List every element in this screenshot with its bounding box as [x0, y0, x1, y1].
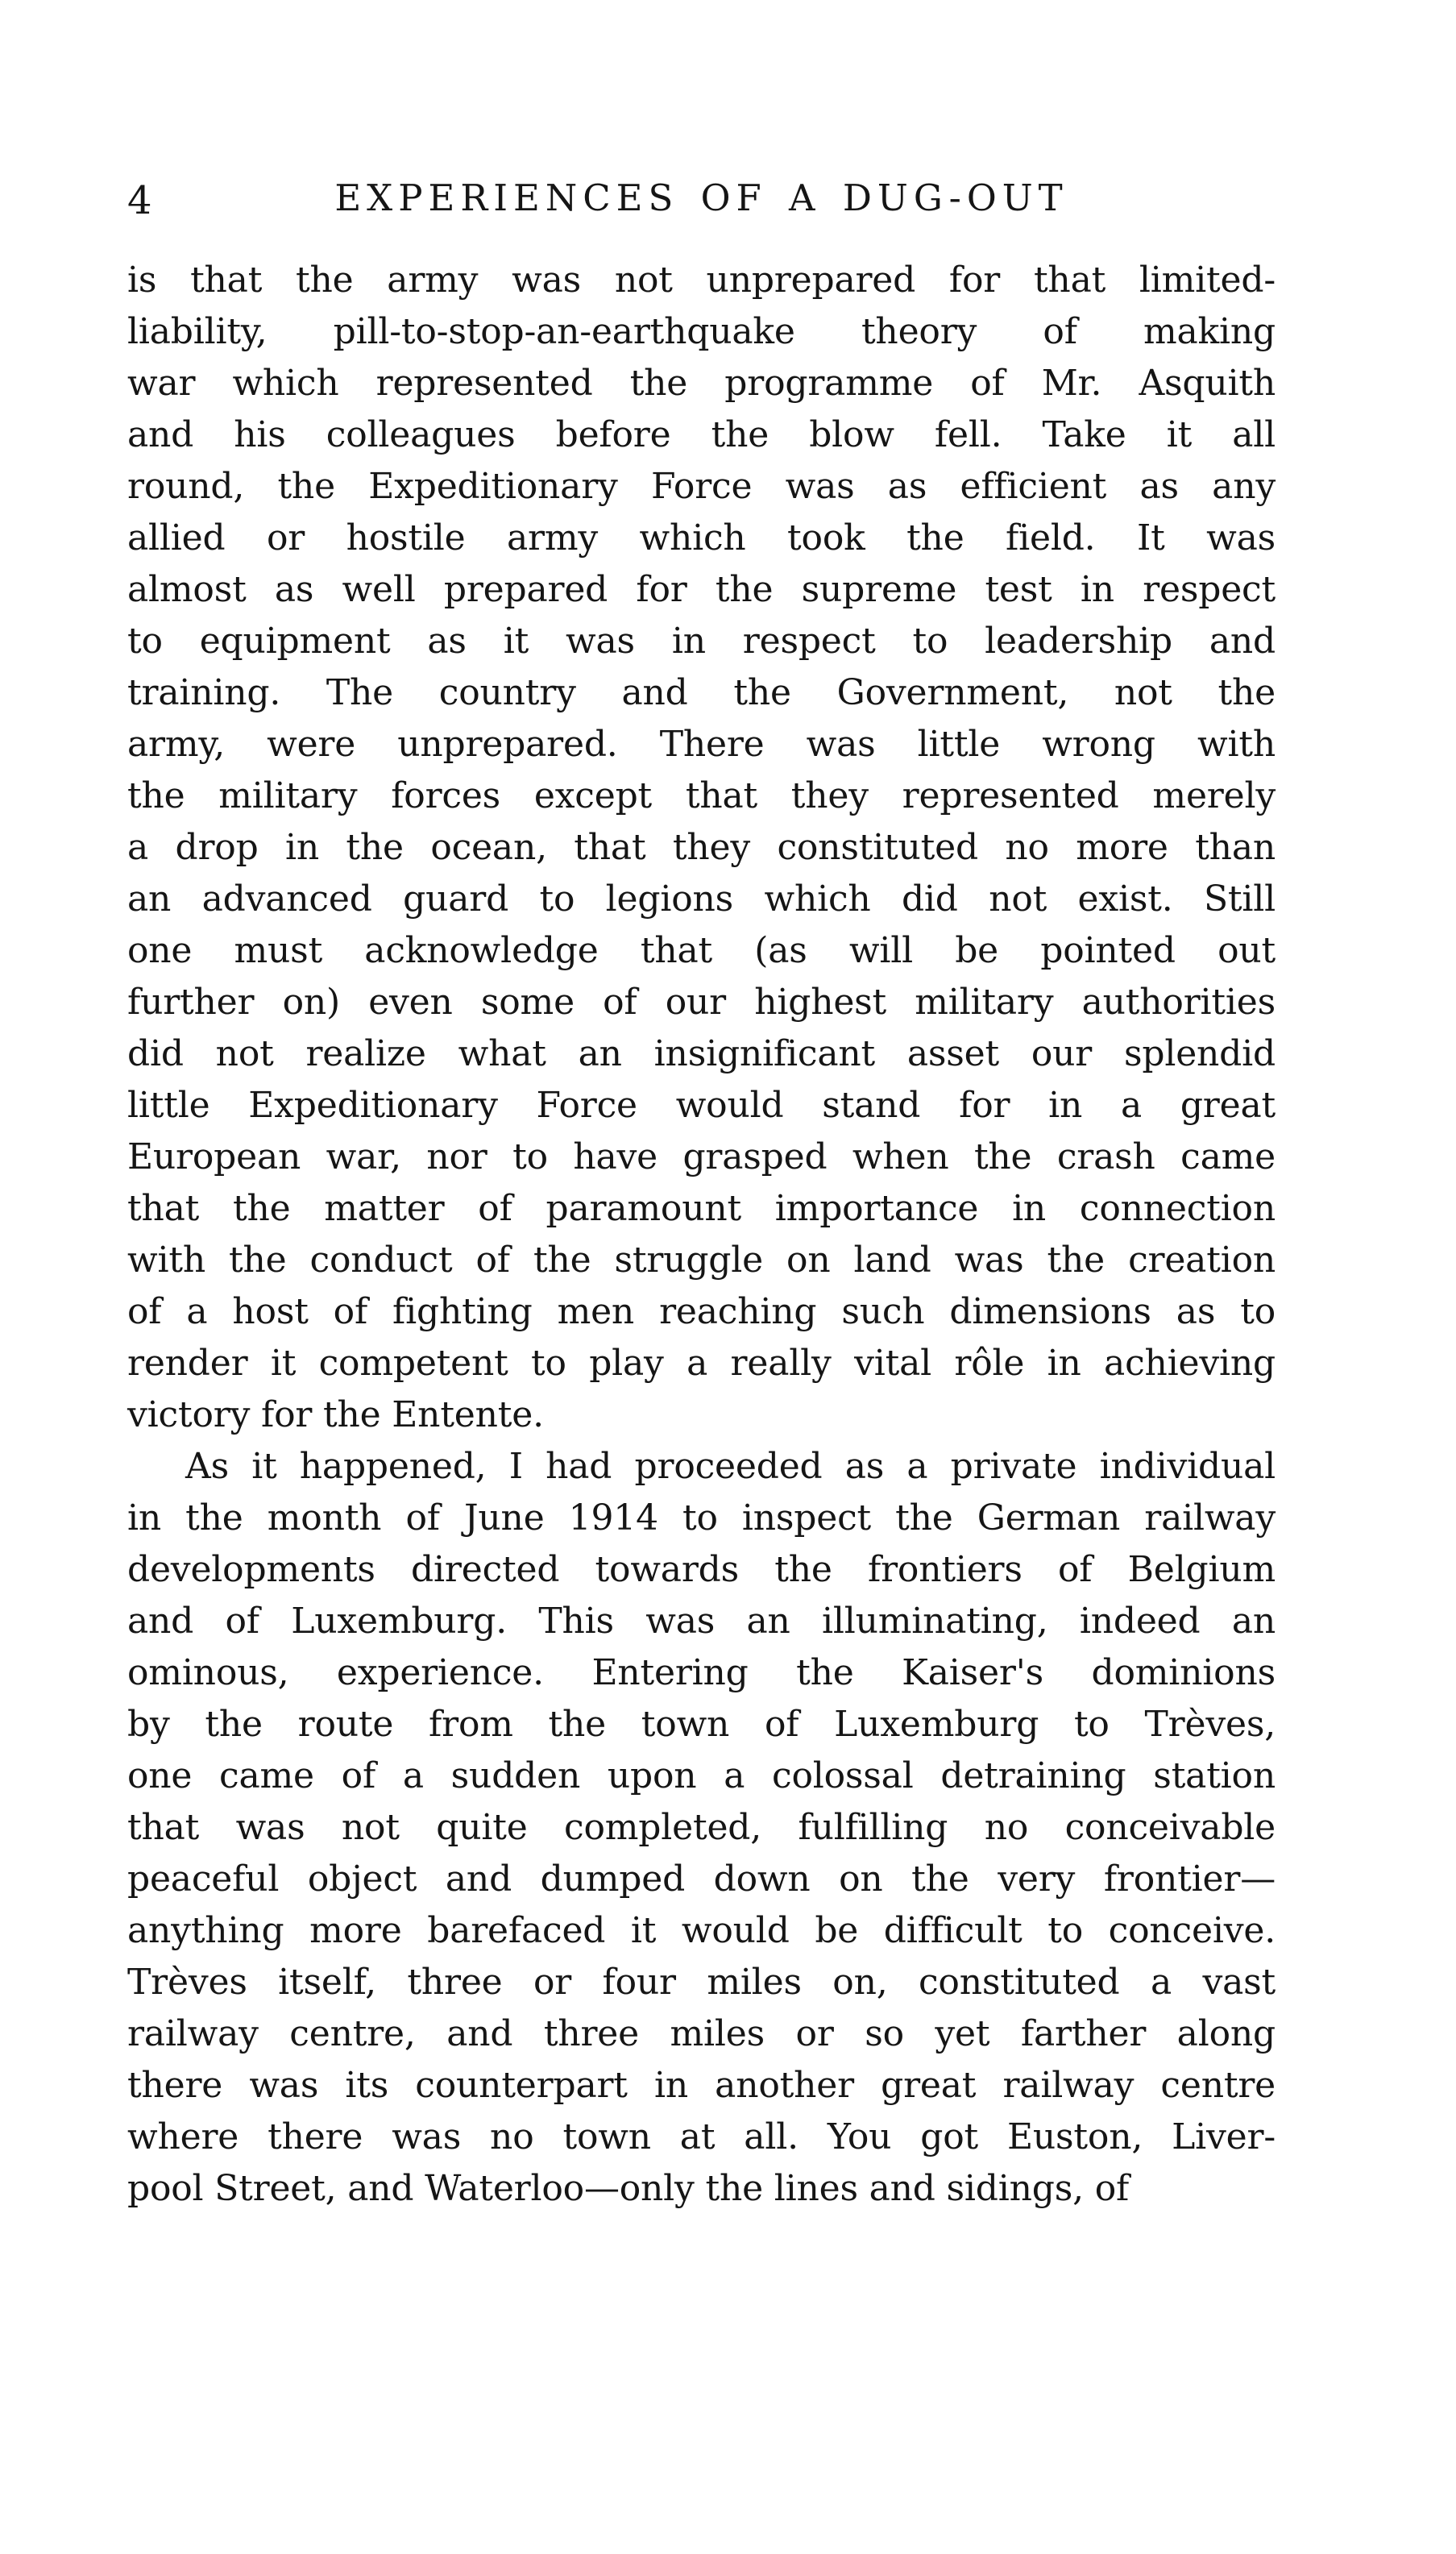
page-number: 4 [127, 178, 152, 223]
text-line: a drop in the ocean, that they constituted no more than [127, 827, 1276, 868]
text-line: that was not quite completed, fulfilling no conceivable [127, 1807, 1276, 1848]
text-line: almost as well prepared for the supreme test in respect [127, 569, 1276, 610]
text-line: little Expeditionary Force would stand for in a great [127, 1085, 1276, 1126]
text-line: pool Street, and Waterloo—only the lines and sidings, of [127, 2168, 1130, 2209]
text-line: render it competent to play a really vital rôle in achieving [127, 1343, 1276, 1384]
text-line: with the conduct of the struggle on land was the creation [127, 1240, 1276, 1281]
text-line: railway centre, and three miles or so yet farther along [127, 2013, 1276, 2054]
text-line: round, the Expeditionary Force was as efficient as any [127, 466, 1276, 507]
text-line: peaceful object and dumped down on the very frontier— [127, 1858, 1276, 1900]
text-line: ominous, experience. Entering the Kaiser's dominions [127, 1652, 1276, 1693]
text-line: liability, pill-to-stop-an-earthquake theory of making [127, 311, 1276, 352]
text-line: further on) even some of our highest military authorities [127, 982, 1276, 1023]
text-line: there was its counterpart in another great railway centre [127, 2065, 1276, 2106]
text-line: victory for the Entente. [127, 1394, 544, 1435]
text-line: one must acknowledge that (as will be pointed out [127, 930, 1276, 971]
text-line: that the matter of paramount importance in connection [127, 1188, 1276, 1229]
text-line: As it happened, I had proceeded as a private individual [185, 1446, 1276, 1487]
text-line: anything more barefaced it would be difficult to conceive. [127, 1910, 1276, 1951]
text-line: of a host of fighting men reaching such dimensions as to [127, 1291, 1276, 1332]
text-line: and his colleagues before the blow fell. Take it all [127, 414, 1276, 455]
text-line: in the month of June 1914 to inspect the German railway [127, 1497, 1276, 1539]
page-header [127, 172, 1276, 229]
text-line: allied or hostile army which took the field. It was [127, 517, 1276, 559]
text-line: training. The country and the Government, not the [127, 672, 1276, 713]
text-line: where there was no town at all. You got Euston, Liver- [127, 2116, 1276, 2157]
paragraph [127, 1441, 1276, 2215]
text-line: to equipment as it was in respect to leadership and [127, 621, 1276, 662]
text-line: an advanced guard to legions which did not exist. Still [127, 878, 1276, 920]
text-line: war which represented the programme of Mr. Asquith [127, 363, 1276, 404]
text-line: one came of a sudden upon a colossal detraining station [127, 1755, 1276, 1796]
text-line: the military forces except that they represented merely [127, 775, 1276, 816]
text-line: by the route from the town of Luxemburg to Trèves, [127, 1704, 1276, 1745]
text-line: did not realize what an insignificant asset our splendid [127, 1033, 1276, 1074]
text-line: developments directed towards the frontiers of Belgium [127, 1549, 1276, 1590]
running-title: EXPERIENCES OF A DUG-OUT [334, 176, 1068, 219]
text-line: army, were unprepared. There was little wrong with [127, 724, 1276, 765]
page-body [127, 255, 1276, 2215]
text-line: European war, nor to have grasped when the crash came [127, 1136, 1276, 1177]
text-line: and of Luxemburg. This was an illuminating, indeed an [127, 1601, 1276, 1642]
text-line: Trèves itself, three or four miles on, constituted a vast [127, 1962, 1276, 2003]
paragraph [127, 255, 1276, 1441]
text-line: is that the army was not unprepared for that limited- [127, 260, 1276, 301]
